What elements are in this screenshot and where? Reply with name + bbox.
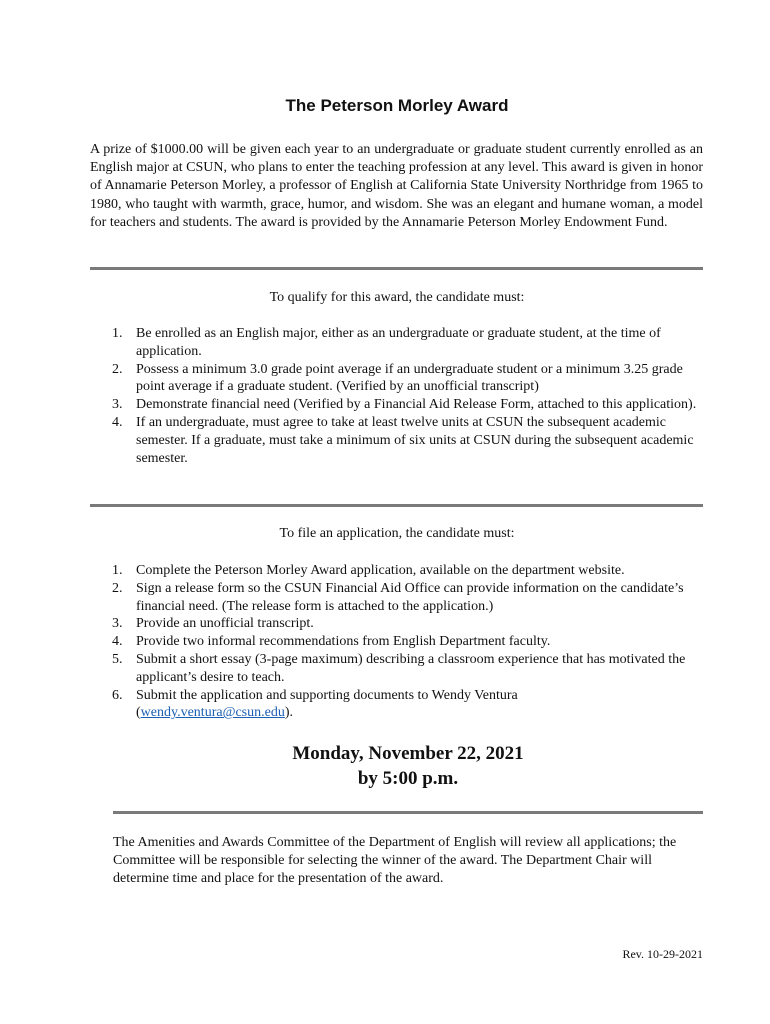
close-paren: ).	[284, 705, 294, 721]
list-text: Possess a minimum 3.0 grade point average if an undergraduate student or a minimum 3.25 grade point average if a graduate student. (Verified by an unofficial transcript)	[136, 361, 683, 395]
list-text: Be enrolled as an English major, either as an undergraduate or graduate student, at the time of application.	[136, 326, 661, 359]
page-title: The Peterson Morley Award	[285, 96, 509, 115]
list-text: Submit a short essay (3-page maximum) describing a classroom experience that has motivated the applicant’s desire to teach.	[136, 651, 686, 685]
list-item	[112, 633, 692, 651]
list-item	[112, 651, 692, 687]
list-text: Sign a release form so the CSUN Financial Aid Office can provide information on the candidate’s financial need. (The release form is attached to the application.)	[136, 580, 684, 614]
intro-paragraph: A prize of $1000.00 will be given each year to an undergraduate or graduate student currently enrolled as an English major at CSUN, who plans to enter the teaching profession at any level. This award is given in honor of Annamarie Peterson Morley, a professor of English at California State University Northridge from 1965 to 1980, who taught with warmth, grace, humor, and wisdom. She was an elegant and humane woman, a model for teachers and students. The award is provided by the Annamarie Peterson Morley Endowment Fund.	[90, 142, 703, 230]
list-number: 3.	[112, 397, 123, 413]
apply-list	[112, 562, 692, 722]
list-number: 2.	[112, 361, 123, 377]
divider-3	[113, 811, 703, 814]
apply-heading: To file an application, the candidate must:	[279, 526, 515, 541]
list-number: 6.	[112, 687, 123, 703]
list-item	[112, 396, 697, 414]
list-text: Provide an unofficial transcript.	[136, 616, 314, 632]
divider-1	[90, 267, 703, 270]
list-item	[112, 580, 692, 616]
list-text: Demonstrate financial need (Verified by a Financial Aid Release Form, attached to this application).	[136, 397, 697, 413]
list-item	[112, 325, 697, 361]
list-number: 2.	[112, 580, 123, 596]
list-number: 3.	[112, 616, 123, 632]
list-item	[112, 562, 692, 580]
email-link[interactable]: wendy.ventura@csun.edu	[140, 705, 285, 721]
list-text: Submit the application and supporting documents to Wendy Ventura	[136, 687, 518, 703]
list-text: Provide two informal recommendations from English Department faculty.	[136, 634, 551, 650]
open-paren: (	[136, 705, 141, 721]
revision-date: Rev. 10-29-2021	[622, 947, 703, 961]
deadline-date: Monday, November 22, 2021	[292, 743, 524, 764]
list-text: If an undergraduate, must agree to take at least twelve units at CSUN the subsequent academic semester. If a graduate, must take a minimum of six units at CSUN during the subsequent academic semester.	[136, 414, 694, 466]
list-number: 4.	[112, 634, 123, 650]
list-number: 5.	[112, 651, 123, 667]
list-item	[112, 687, 692, 723]
closing-paragraph: The Amenities and Awards Committee of the Department of English will review all applications; the Committee will be responsible for selecting the winner of the award. The Department Chair will determine time and place for the presentation of the award.	[113, 835, 677, 887]
deadline-time: by 5:00 p.m.	[357, 768, 459, 789]
list-item	[112, 615, 692, 633]
divider-2	[90, 504, 703, 507]
qualify-list	[112, 325, 697, 467]
list-item	[112, 414, 697, 467]
list-text: Complete the Peterson Morley Award application, available on the department website.	[136, 563, 625, 578]
qualify-heading: To qualify for this award, the candidate must:	[269, 290, 525, 305]
list-number: 4.	[112, 414, 123, 430]
deadline	[0, 741, 770, 791]
list-item	[112, 361, 697, 397]
list-number: 1.	[112, 326, 123, 341]
list-number: 1.	[112, 563, 123, 578]
